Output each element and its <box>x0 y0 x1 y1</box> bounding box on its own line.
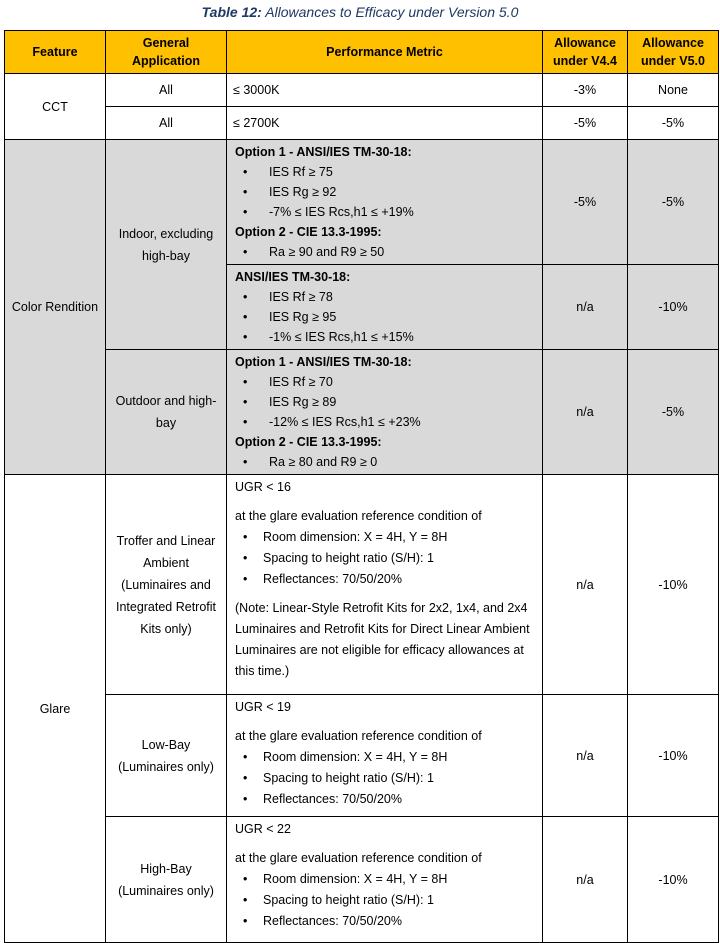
application-cell: All <box>106 74 227 107</box>
table-row <box>5 475 719 695</box>
metric-cell <box>227 475 543 695</box>
header-v44: Allowance under V4.4 <box>543 31 628 74</box>
condition-text: at the glare evaluation reference condition of <box>235 729 482 743</box>
application-cell: Indoor, excluding high-bay <box>106 140 227 350</box>
application-cell: Troffer and Linear Ambient (Luminaires and Integrated Retrofit Kits only) <box>106 475 227 695</box>
list-item: • Reflectances: 70/50/20% <box>235 789 536 810</box>
metric-cell <box>227 695 543 817</box>
option-heading: ANSI/IES TM-30-18: <box>235 270 351 284</box>
feature-glare: Glare <box>5 475 106 943</box>
allowance-v50: -5% <box>628 350 719 475</box>
allowance-v50: None <box>628 74 719 107</box>
list-item: • IES Rg ≥ 95 <box>235 307 536 327</box>
note-text: (Note: Linear-Style Retrofit Kits for 2x2, 1x4, and 2x4 Luminaires and Retrofit Kits for Direct Linear Ambient Luminaires are not eligible for efficacy allowances at this time.) <box>235 601 530 678</box>
list-item: • IES Rg ≥ 89 <box>235 392 536 412</box>
header-v50: Allowance under V5.0 <box>628 31 719 74</box>
list-item: • IES Rf ≥ 78 <box>235 287 536 307</box>
allowance-v50: -5% <box>628 107 719 140</box>
table-row <box>5 350 719 475</box>
ugr-value: UGR < 19 <box>235 700 291 714</box>
list-item: • -7% ≤ IES Rcs,h1 ≤ +19% <box>235 202 536 222</box>
header-row <box>5 31 719 74</box>
allowance-v44: -5% <box>543 140 628 265</box>
table-row <box>5 817 719 943</box>
application-cell: High-Bay (Luminaires only) <box>106 817 227 943</box>
allowance-v44: n/a <box>543 265 628 350</box>
option-heading: Option 2 - CIE 13.3-1995: <box>235 225 382 239</box>
list-item: • IES Rg ≥ 92 <box>235 182 536 202</box>
list-item: • IES Rf ≥ 75 <box>235 162 536 182</box>
table-row <box>5 140 719 265</box>
allowance-v44: -3% <box>543 74 628 107</box>
application-cell: All <box>106 107 227 140</box>
allowance-v50: -10% <box>628 475 719 695</box>
ugr-value: UGR < 22 <box>235 822 291 836</box>
metric-cell <box>227 265 543 350</box>
header-metric: Performance Metric <box>227 31 543 74</box>
table-row <box>5 107 719 140</box>
list-item: • -1% ≤ IES Rcs,h1 ≤ +15% <box>235 327 536 347</box>
allowance-v44: n/a <box>543 695 628 817</box>
feature-color-rendition: Color Rendition <box>5 140 106 475</box>
list-item: • Room dimension: X = 4H, Y = 8H <box>235 869 536 890</box>
list-item: • Spacing to height ratio (S/H): 1 <box>235 890 536 911</box>
condition-text: at the glare evaluation reference condition of <box>235 509 482 523</box>
allowance-v50: -10% <box>628 695 719 817</box>
list-item: • Ra ≥ 90 and R9 ≥ 50 <box>235 242 536 262</box>
option-heading: Option 2 - CIE 13.3-1995: <box>235 435 382 449</box>
list-item: • Reflectances: 70/50/20% <box>235 911 536 932</box>
list-item: • Ra ≥ 80 and R9 ≥ 0 <box>235 452 536 472</box>
option-heading: Option 1 - ANSI/IES TM-30-18: <box>235 355 412 369</box>
list-item: • Spacing to height ratio (S/H): 1 <box>235 768 536 789</box>
feature-cct: CCT <box>5 74 106 140</box>
list-item: • IES Rf ≥ 70 <box>235 372 536 392</box>
caption-label: Table 12: <box>201 4 262 20</box>
condition-text: at the glare evaluation reference condition of <box>235 851 482 865</box>
ugr-value: UGR < 16 <box>235 480 291 494</box>
list-item: • Spacing to height ratio (S/H): 1 <box>235 548 536 569</box>
caption-title: Allowances to Efficacy under Version 5.0 <box>265 4 519 20</box>
allowance-v44: -5% <box>543 107 628 140</box>
header-feature: Feature <box>5 31 106 74</box>
allowance-v44: n/a <box>543 475 628 695</box>
list-item: • Room dimension: X = 4H, Y = 8H <box>235 527 536 548</box>
metric-cell <box>227 350 543 475</box>
allowance-v50: -10% <box>628 265 719 350</box>
header-application: General Application <box>106 31 227 74</box>
allowance-v44: n/a <box>543 817 628 943</box>
list-item: • Reflectances: 70/50/20% <box>235 569 536 590</box>
table-caption <box>0 0 720 26</box>
metric-cell <box>227 140 543 265</box>
allowance-v44: n/a <box>543 350 628 475</box>
table-row <box>5 74 719 107</box>
application-cell: Low-Bay (Luminaires only) <box>106 695 227 817</box>
allowance-v50: -10% <box>628 817 719 943</box>
metric-cell <box>227 817 543 943</box>
metric-cell: ≤ 2700K <box>227 107 543 140</box>
list-item: • Room dimension: X = 4H, Y = 8H <box>235 747 536 768</box>
allowances-table <box>4 30 719 943</box>
allowance-v50: -5% <box>628 140 719 265</box>
table-row <box>5 695 719 817</box>
list-item: • -12% ≤ IES Rcs,h1 ≤ +23% <box>235 412 536 432</box>
metric-cell: ≤ 3000K <box>227 74 543 107</box>
option-heading: Option 1 - ANSI/IES TM-30-18: <box>235 145 412 159</box>
application-cell: Outdoor and high-bay <box>106 350 227 475</box>
